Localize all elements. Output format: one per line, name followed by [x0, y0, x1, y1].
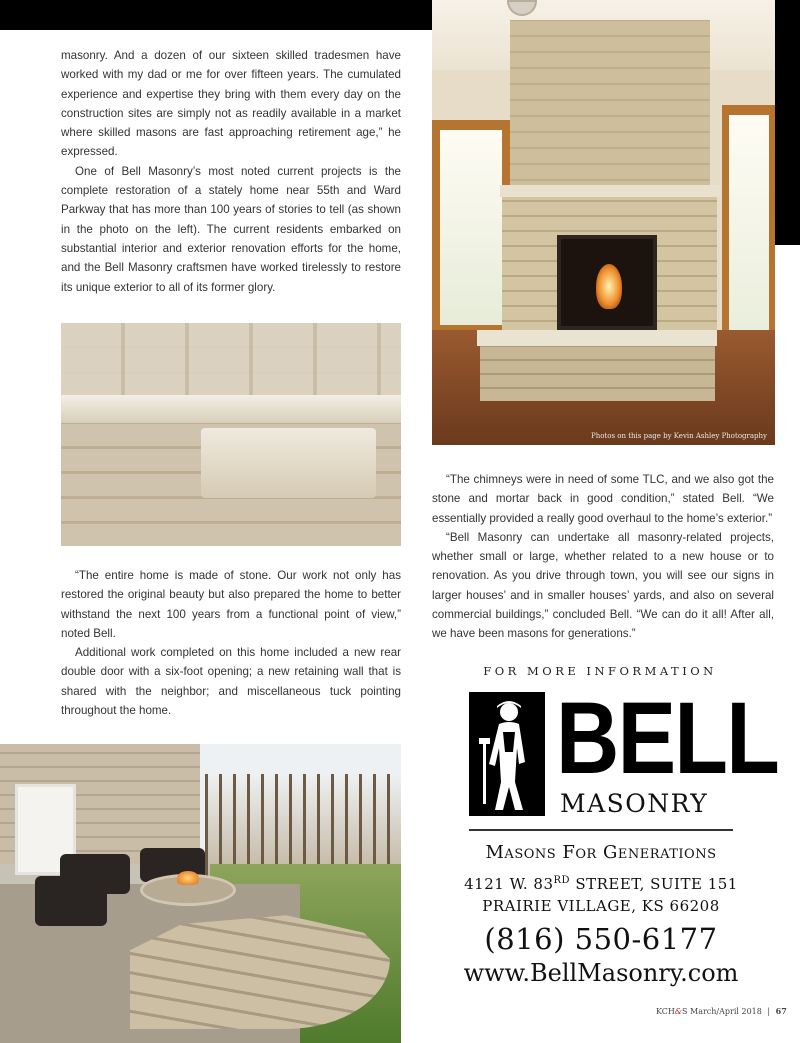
paragraph: One of Bell Masonry’s most noted current projects is the complete restoration of a stately home near 55th and Ward Parkway that has more than 100 years of stories to tell (as shown in the photo on the left). The current residents embarked on substantial interior and exterior renovation efforts for the home, and the Bell Masonry craftsmen have worked tirelessly to restore its unique exterior to all of its former glory.: [61, 164, 401, 294]
website-link[interactable]: www.BellMasonry.com: [463, 959, 739, 987]
right-black-band: [775, 0, 800, 245]
paragraph: “Bell Masonry can undertake all masonry-related projects, whether small or large, whether related to a new house or to renovation. As you drive through town, you will see our signs in larger houses’ and in smaller houses’ yards, and also on several commercial buildings,” concluded Bell. “We can do it all! After all, we have been masons for generations.”: [432, 530, 774, 641]
logo-masonry-word: MASONRY: [560, 789, 709, 818]
logo-divider: [469, 829, 733, 831]
patio-photo: [0, 744, 401, 1043]
address-line-1: 4121 W. 83RD STREET, SUITE 151: [464, 875, 738, 893]
paragraph: “The chimneys were in need of some TLC, and we also got the stone and mortar back in good condition,” stated Bell. “We essentially provided a really good overhaul to the home’s exterior.”: [432, 473, 774, 525]
paragraph: masonry. And a dozen of our sixteen skilled tradesmen have worked with my dad or me for over fifteen years. The cumulated experience and expertise they bring with them every day on the construction sites are simply not as readily available in a market where skilled masons are fast approaching retirement age,” he expressed.: [61, 49, 401, 159]
logo-bell-word: BELL: [556, 681, 779, 795]
mason-figure-logo: [469, 692, 545, 816]
fireplace-photo: [432, 0, 775, 445]
stone-cap-photo: [61, 323, 401, 546]
mason-figure-icon: [469, 692, 545, 816]
photo-credit: Photos on this page by Kevin Ashley Photography: [591, 432, 767, 440]
phone-number: (816) 550-6177: [484, 922, 718, 956]
folio: [656, 1006, 787, 1016]
tagline: Masons For Generations: [485, 842, 717, 863]
ad-heading: FOR MORE INFORMATION: [483, 664, 717, 678]
paragraph: Additional work completed on this home included a new rear double door with a six-foot opening; a new retaining wall that is shared with the neighbor; and miscellaneous tuck pointing throughout the home.: [61, 646, 401, 718]
folio-separator: |: [767, 1007, 771, 1016]
magazine-name: KCH&S March/April 2018: [656, 1007, 762, 1016]
article-left-bottom: [61, 566, 401, 720]
article-left-top: [61, 46, 401, 297]
article-right: [432, 470, 774, 644]
top-black-band: [0, 0, 445, 30]
address-line-2: PRAIRIE VILLAGE, KS 66208: [482, 897, 720, 915]
page-number: 67: [775, 1006, 787, 1016]
paragraph: “The entire home is made of stone. Our work not only has restored the original beauty but also prepared the home to better withstand the next 100 years from a functional point of view,” noted Bell.: [61, 569, 401, 640]
